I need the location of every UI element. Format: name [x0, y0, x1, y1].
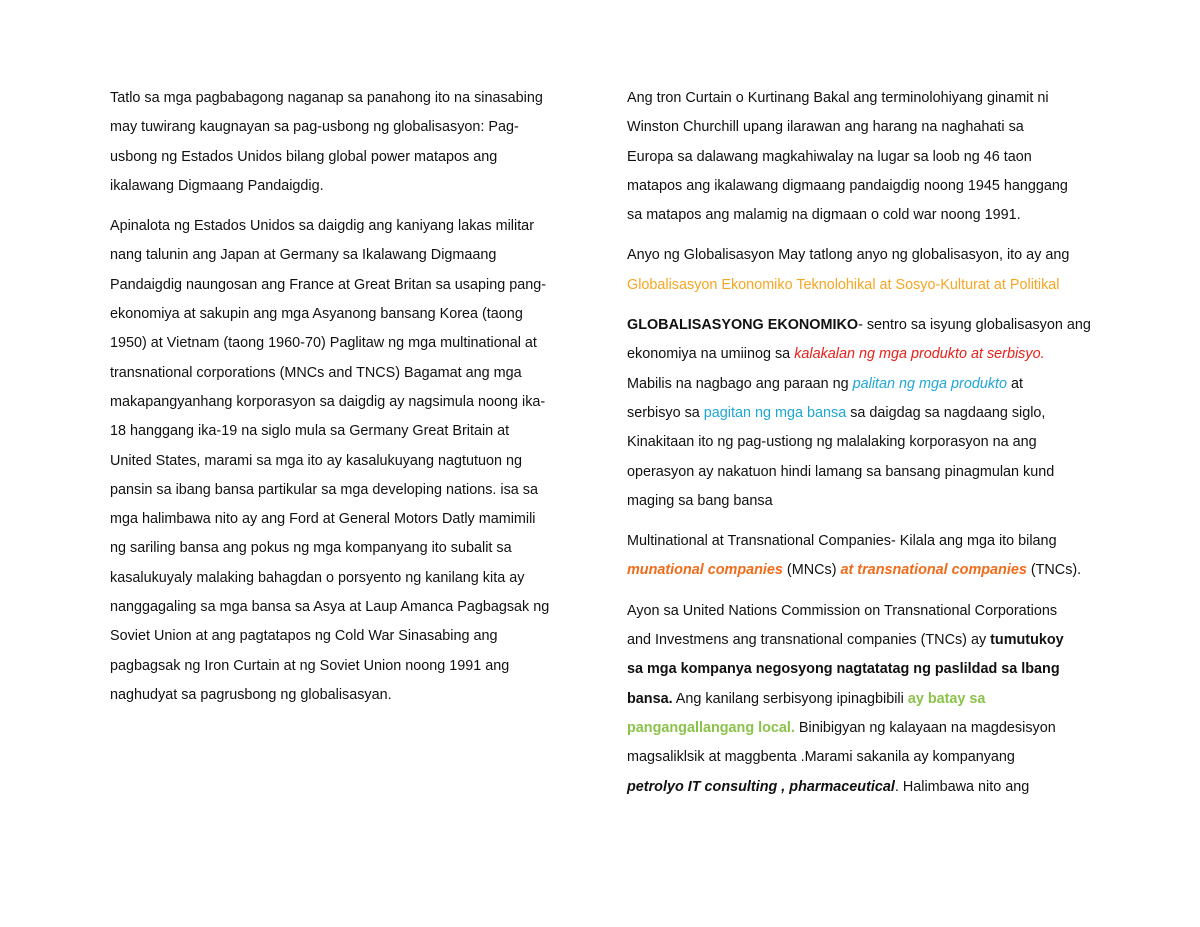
highlight-green: ay batay sa: [907, 690, 986, 707]
text-line: [627, 340, 1097, 369]
text-line: mga halimbawa nito ay ang Ford at General Motors Datly mamimili: [110, 511, 536, 528]
text-line: Pandaigdig naungosan ang France at Great Britan sa usaping pang-: [110, 276, 547, 293]
text-line: ikalawang Digmaang Pandaigdig.: [110, 177, 324, 194]
text-line: [627, 685, 1097, 714]
text-run: (TNCs).: [1026, 562, 1082, 579]
text-line: makapangyanhang korporasyon sa daigdig ay nagsimula noong ika-: [110, 393, 546, 410]
text-line: pagbagsak ng Iron Curtain at ng Soviet Union noong 1991 ang: [110, 657, 510, 674]
text-line: [627, 714, 1097, 743]
text-line: [627, 311, 1097, 340]
bold-italic-text: petrolyo IT consulting , pharmaceutical: [627, 778, 895, 795]
bold-text: tumutukoy: [990, 632, 1064, 649]
text-run: ekonomiya na umiinog sa: [627, 346, 795, 363]
bold-text: sa mga kompanya negosyong nagtatatag ng paslildad sa lbang: [627, 661, 1060, 678]
text-run: (MNCs): [782, 562, 841, 579]
text-line: kasalukuyaly malaking bahagdan o porsyento ng kanilang kita ay: [110, 569, 525, 586]
highlight-red: kalakalan ng mga produkto at serbisyo.: [794, 346, 1045, 363]
right-column: [627, 84, 1097, 813]
text-run: serbisyo sa: [627, 404, 704, 421]
text-line: [627, 370, 1097, 399]
anyo-list-highlight: Globalisasyon Ekonomiko Teknolohikal at Sosyo-Kulturat at Politikal: [627, 276, 1060, 293]
highlight-blue: palitan ng mga produkto: [852, 375, 1008, 392]
left-column: [110, 84, 572, 721]
text-run: Binibigyan ng kalayaan na magdesisyon: [794, 719, 1056, 736]
text-line: [627, 773, 1097, 802]
text-line: Anyo ng Globalisasyon May tatlong anyo ng globalisasyon, ito ay ang: [627, 247, 1070, 264]
text-line: Ang tron Curtain o Kurtinang Bakal ang terminolohiyang ginamit ni: [627, 90, 1049, 106]
paragraph-iron-curtain: [627, 84, 1097, 230]
text-line: magsaliklsik at maggbenta .Marami sakanila ay kompanyang: [627, 749, 1015, 766]
text-line: may tuwirang kaugnayan sa pag-usbong ng globalisasyon: Pag-: [110, 119, 519, 136]
text-line: Winston Churchill upang ilarawan ang harang na naghahati sa: [627, 119, 1024, 136]
text-line: naghudyat sa pagrusbong ng globalisasyan.: [110, 686, 392, 703]
text-run: and Investmens ang transnational companies (TNCs) ay: [627, 632, 991, 649]
text-run: Ang kanilang serbisyong ipinagbibili: [672, 690, 908, 707]
text-line: nanggagaling sa mga bansa sa Asya at Laup Amanca Pagbagsak ng: [110, 599, 550, 616]
text-run: . Halimbawa nito ang: [894, 778, 1030, 795]
highlight-blue: pagitan ng mga bansa: [703, 404, 847, 421]
text-line: sa matapos ang malamig na digmaan o cold war noong 1991.: [627, 207, 1021, 224]
text-run: - sentro sa isyung globalisasyon ang: [858, 317, 1091, 334]
text-line: nang talunin ang Japan at Germany sa Ikalawang Digmaang: [110, 247, 497, 264]
text-run: Mabilis na nagbago ang paraan ng: [627, 375, 853, 392]
paragraph-ekonomiko: [627, 311, 1097, 516]
text-line: Kinakitaan ito ng pag-ustiong ng malalaking korporasyon na ang: [627, 434, 1037, 451]
paragraph-anyo: [627, 241, 1097, 300]
paragraph-mnc: [627, 527, 1097, 586]
text-line: maging sa bang bansa: [627, 492, 773, 509]
text-line: transnational corporations (MNCs and TNCS) Bagamat ang mga: [110, 364, 522, 381]
text-line: ekonomiya at sakupin ang mga Asyanong bansang Korea (taong: [110, 306, 523, 323]
text-line: ng sariling bansa ang pokus ng mga kompanyang ito subalit sa: [110, 540, 512, 557]
highlight-orange: at transnational companies: [840, 562, 1027, 579]
text-line: Ayon sa United Nations Commission on Transnational Corporations: [627, 602, 1058, 619]
paragraph-estados-unidos: [110, 212, 572, 710]
bold-text: bansa.: [627, 690, 673, 707]
text-line: [627, 556, 1097, 585]
text-line: Soviet Union at ang pagtatapos ng Cold War Sinasabing ang: [110, 628, 498, 645]
text-line: Multinational at Transnational Companies- Kilala ang mga ito bilang: [627, 533, 1057, 550]
text-line: United States, marami sa mga ito ay kasalukuyang nagtutuon ng: [110, 452, 522, 469]
text-line: [627, 399, 1097, 428]
text-line: Tatlo sa mga pagbabagong naganap sa panahong ito na sinasabing: [110, 90, 543, 106]
text-line: [627, 626, 1097, 655]
text-run: at: [1007, 375, 1024, 392]
paragraph-un: [627, 597, 1097, 802]
text-line: Apinalota ng Estados Unidos sa daigdig ang kaniyang lakas militar: [110, 218, 534, 235]
ekonomiko-heading: GLOBALISASYONG EKONOMIKO: [627, 317, 859, 334]
text-line: usbong ng Estados Unidos bilang global power matapos ang: [110, 148, 498, 165]
text-line: 1950) at Vietnam (taong 1960-70) Paglitaw ng mga multinational at: [110, 335, 537, 352]
text-line: pansin sa ibang bansa partikular sa mga developing nations. isa sa: [110, 481, 538, 498]
text-line: matapos ang ikalawang digmaang pandaigdig noong 1945 hanggang: [627, 177, 1068, 194]
text-line: operasyon ay nakatuon hindi lamang sa bansang pinagmulan kund: [627, 463, 1055, 480]
text-line: 18 hanggang ika-19 na siglo mula sa Germany Great Britain at: [110, 423, 510, 440]
highlight-green: pangangallangang local.: [627, 719, 795, 736]
highlight-orange: munational companies: [627, 562, 783, 579]
text-line: Europa sa dalawang magkahiwalay na lugar sa loob ng 46 taon: [627, 148, 1032, 165]
text-run: sa daigdag sa nagdaang siglo,: [846, 404, 1046, 421]
paragraph-pagbabago: [110, 84, 572, 201]
